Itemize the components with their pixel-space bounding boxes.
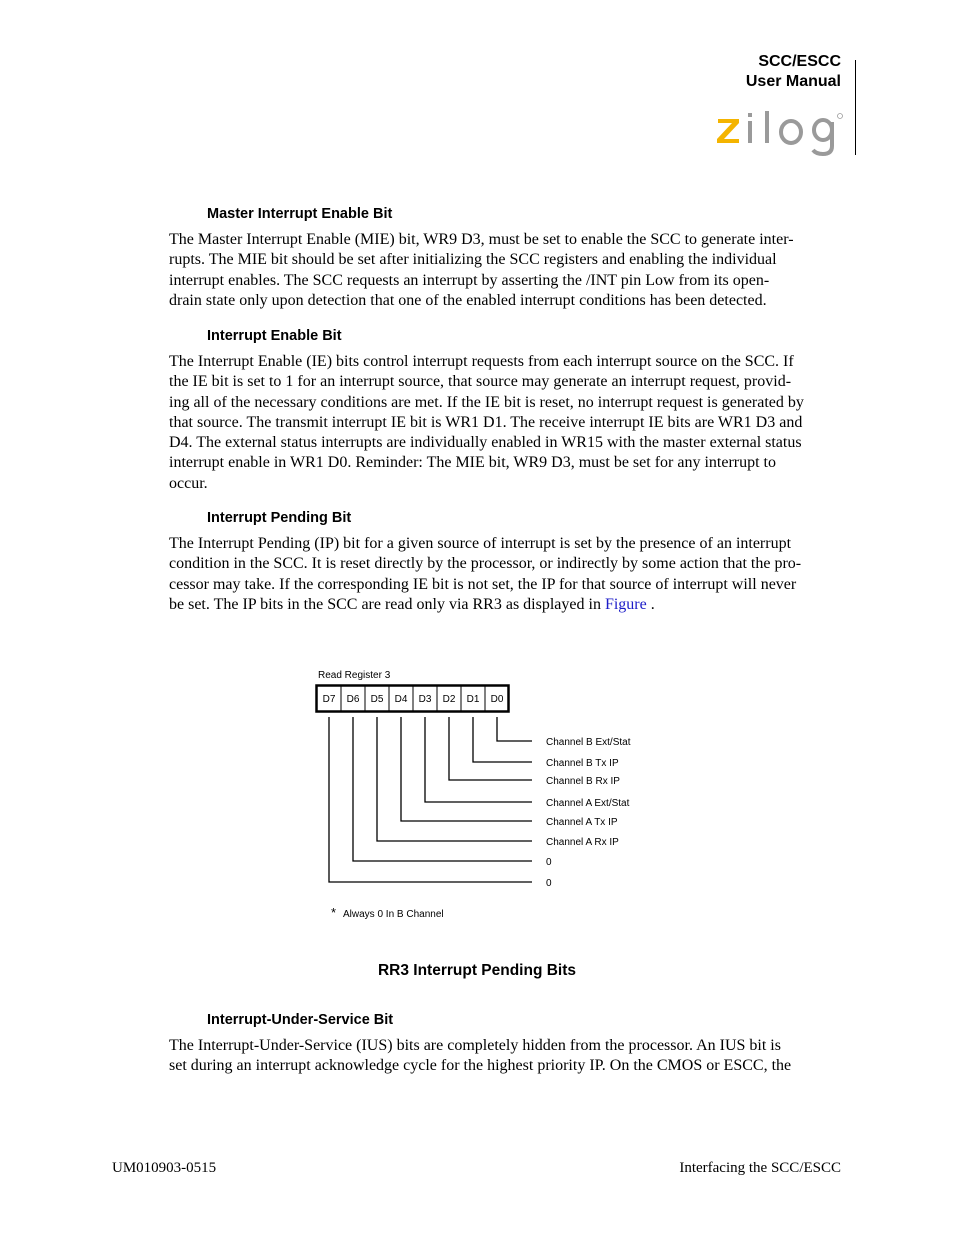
bit-label-d7: D7: [322, 694, 336, 705]
paragraph-line: that source. The transmit interrupt IE bit is WR1 D1. The receive interrupt IE bits are WR1 D3 and: [169, 413, 803, 431]
connector-d3: [425, 717, 532, 802]
paragraph-line: condition in the SCC. It is reset directly by the processor, or indirectly by some action that the pro-: [169, 555, 802, 573]
paragraph-line: occur.: [169, 474, 208, 492]
bit-description-d1: Channel B Tx IP: [546, 758, 619, 769]
register-label: Read Register 3: [318, 670, 391, 681]
paragraph-text: be set. The IP bits in the SCC are read only via RR3 as displayed in: [169, 595, 605, 613]
bit-description-d7: 0: [546, 878, 552, 889]
section-heading-ius: Interrupt-Under-Service Bit: [207, 1012, 394, 1028]
footer-chapter-title: Interfacing the SCC/ESCC: [679, 1160, 841, 1176]
paragraph-line: ing all of the necessary conditions are met. If the IE bit is reset, no interrupt request is generated by: [169, 393, 804, 411]
manual-title-line2: User Manual: [745, 73, 841, 90]
connector-d1: [473, 717, 532, 762]
paragraph-ip: [169, 534, 841, 615]
bit-label-d6: D6: [346, 694, 360, 705]
bit-label-d0: D0: [490, 694, 504, 705]
zilog-logo: [715, 108, 845, 158]
manual-title-line1: SCC/ESCC: [758, 53, 841, 70]
paragraph-line: The Interrupt-Under-Service (IUS) bits are completely hidden from the processor. An IUS bit is: [169, 1037, 781, 1054]
connector-d5: [377, 717, 532, 841]
paragraph-line: The Interrupt Enable (IE) bits control interrupt requests from each interrupt source on the SCC. If: [169, 353, 794, 370]
paragraph-ius: [169, 1036, 841, 1077]
bit-label-d3: D3: [418, 694, 432, 705]
paragraph-line: set during an interrupt acknowledge cycle for the highest priority IP. On the CMOS or ESCC, the: [169, 1057, 792, 1075]
connector-d7: [329, 717, 532, 882]
bit-description-d5: Channel A Rx IP: [546, 837, 619, 848]
paragraph-line: cessor may take. If the corresponding IE bit is not set, the IP for that source of interrupt will never: [169, 575, 797, 593]
bit-label-d2: D2: [442, 694, 456, 705]
paragraph-line: The Master Interrupt Enable (MIE) bit, WR9 D3, must be set to enable the SCC to generate inter-: [169, 231, 794, 248]
header-divider: [855, 60, 856, 155]
paragraph-line: rupts. The MIE bit should be set after initializing the SCC registers and enabling the individual: [169, 251, 777, 269]
figure-caption: RR3 Interrupt Pending Bits: [377, 962, 577, 979]
rr3-diagram: [0, 660, 954, 920]
connector-d6: [353, 717, 532, 861]
bit-description-d2: Channel B Rx IP: [546, 776, 620, 787]
bit-label-d4: D4: [394, 694, 408, 705]
bit-description-d0: Channel B Ext/Stat: [546, 737, 631, 748]
paragraph-line: interrupt enable in WR1 D0. Reminder: The MIE bit, WR9 D3, must be set for any interrupt to: [169, 454, 776, 472]
connector-d4: [401, 717, 532, 821]
figure-link[interactable]: Figure: [604, 595, 647, 613]
bit-description-d6: 0: [546, 857, 552, 868]
paragraph-text: .: [646, 595, 655, 613]
bit-description-d3: Channel A Ext/Stat: [546, 798, 630, 809]
section-heading-ie: Interrupt Enable Bit: [207, 328, 342, 344]
paragraph-ie: [169, 352, 841, 494]
footnote-text: Always 0 In B Channel: [343, 909, 444, 920]
bit-label-d5: D5: [370, 694, 384, 705]
paragraph-line: [169, 595, 841, 615]
paragraph-line: D4. The external status interrupts are individually enabled in WR15 with the master external status: [169, 434, 802, 452]
section-heading-ip: Interrupt Pending Bit: [207, 510, 352, 526]
connector-d0: [497, 717, 532, 741]
footer-doc-number: UM010903-0515: [112, 1160, 217, 1176]
paragraph-line: the IE bit is set to 1 for an interrupt source, that source may generate an interrupt request, provid-: [169, 373, 792, 391]
footnote-mark: *: [331, 905, 337, 920]
paragraph-line: The Interrupt Pending (IP) bit for a given source of interrupt is set by the presence of an interrupt: [169, 535, 792, 552]
paragraph-line: interrupt enables. The SCC requests an interrupt by asserting the /INT pin Low from its open-: [169, 271, 770, 289]
paragraph-mie: [169, 230, 841, 311]
paragraph-line: drain state only upon detection that one of the enabled interrupt conditions has been detected.: [169, 291, 767, 309]
bit-label-d1: D1: [466, 694, 480, 705]
bit-description-d4: Channel A Tx IP: [546, 817, 618, 828]
connector-d2: [449, 717, 532, 780]
section-heading-mie: Master Interrupt Enable Bit: [207, 206, 393, 222]
